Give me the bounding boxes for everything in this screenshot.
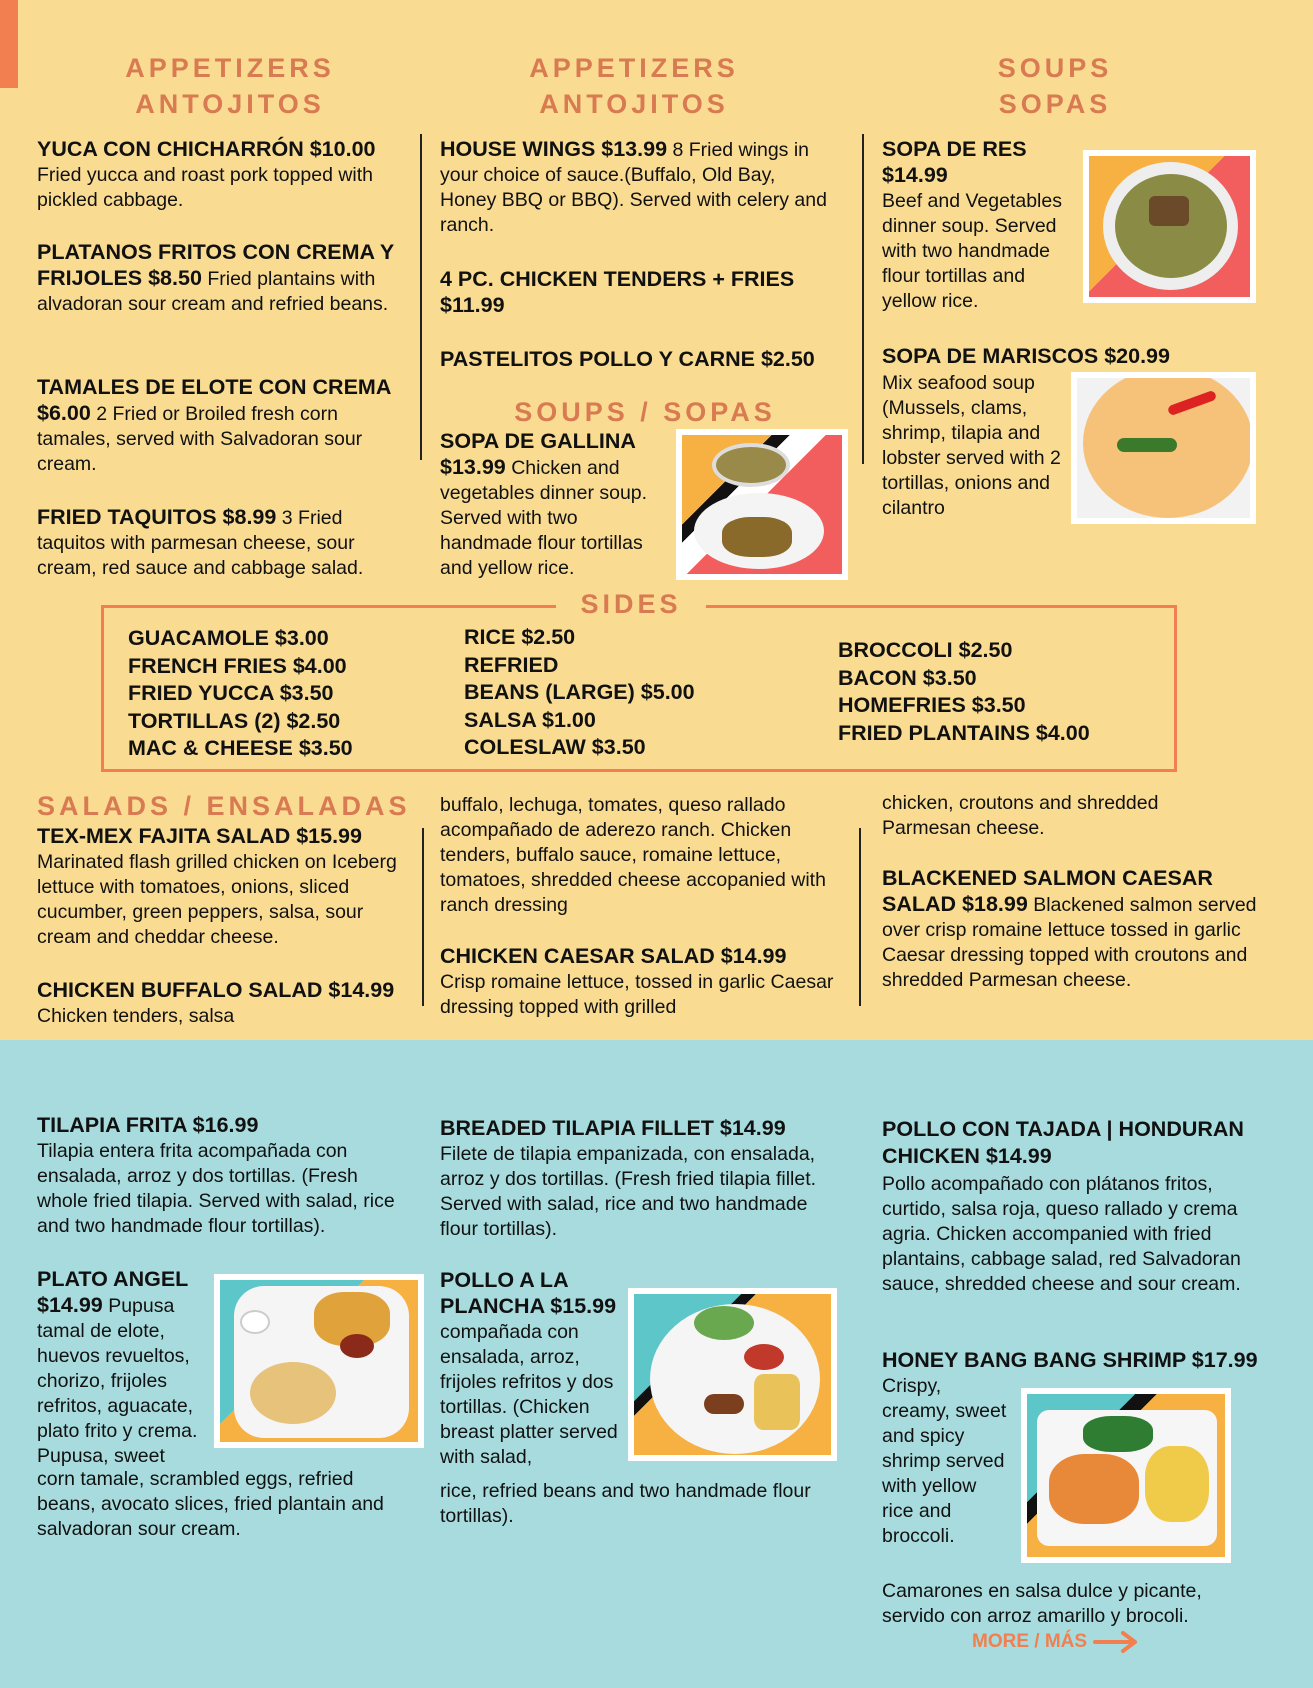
sopa-de-res-photo xyxy=(1083,150,1256,303)
item-title: SOPA DE GALLINA $13.99 xyxy=(440,429,636,479)
menu-item xyxy=(440,944,840,1020)
menu-item xyxy=(440,1116,850,1242)
side-item: COLESLAW $3.50 xyxy=(464,735,646,759)
item-desc: Chicken and vegetables dinner soup. Served with two handmade flour tortillas and yellow rice. xyxy=(440,457,648,579)
heading-line: SOUPS xyxy=(997,53,1113,83)
plato-angel-photo xyxy=(214,1274,424,1448)
item-desc: Crisp romaine lettuce, tossed in garlic Caesar dressing topped with grilled xyxy=(440,971,834,1018)
pollo-a-la-plancha-photo xyxy=(628,1288,837,1461)
item-desc: Pupusa tamal de elote, huevos revueltos, chorizo, frijoles refritos, aguacate, plato frito y crema. Pupusa, sweet xyxy=(37,1295,198,1467)
menu-item xyxy=(440,429,662,581)
item-title: PLATO ANGEL $14.99 xyxy=(37,1267,188,1317)
menu-item xyxy=(882,1348,1258,1549)
item-title: PLATANOS FRITOS CON CREMA Y FRIJOLES $8.50 xyxy=(37,240,394,290)
item-title: SOPA DE RES $14.99 xyxy=(882,137,1027,187)
column-divider xyxy=(422,828,424,1006)
heading-line: APPETIZERS xyxy=(529,53,739,83)
menu-item xyxy=(440,347,850,373)
sides-column xyxy=(838,637,1090,747)
side-item: TORTILLAS (2) $2.50 xyxy=(128,708,341,733)
soups-sopas-heading: SOUPS / SOPAS xyxy=(514,397,776,427)
item-desc-continued: chicken, croutons and shredded Parmesan cheese. xyxy=(882,792,1159,839)
menu-item xyxy=(37,1267,209,1469)
side-item: BEANS (LARGE) $5.00 xyxy=(464,680,695,704)
appetizers-heading-1 xyxy=(60,50,400,122)
menu-item xyxy=(440,137,830,238)
item-desc: Filete de tilapia empanizada, con ensalada, arroz y dos tortillas. (Fresh fried tilapia fillet. Served with salad, rice and two handmade flour tortillas). xyxy=(440,1143,817,1240)
item-title: BREADED TILAPIA FILLET $14.99 xyxy=(440,1116,786,1140)
item-title: HONEY BANG BANG SHRIMP $17.99 xyxy=(882,1348,1258,1372)
item-desc: compañada con ensalada, arroz, frijoles refritos y dos tortillas. (Chicken breast platter served with salad, xyxy=(440,1321,618,1468)
heading-line: SOPAS xyxy=(998,89,1112,119)
heading-line: ANTOJITOS xyxy=(539,89,729,119)
item-title: PASTELITOS POLLO Y CARNE $2.50 xyxy=(440,347,815,371)
item-desc: Tilapia entera frita acompañada con ensalada, arroz y dos tortillas. (Fresh whole fried tilapia. Served with salad, rice and two handmade flour tortillas). xyxy=(37,1140,395,1237)
side-item: HOMEFRIES $3.50 xyxy=(838,693,1026,717)
sides-column xyxy=(464,624,695,762)
menu-item xyxy=(37,824,407,950)
item-title: TAMALES DE ELOTE CON CREMA $6.00 xyxy=(37,375,391,425)
item-title: FRIED TAQUITOS $8.99 xyxy=(37,505,277,529)
item-desc: 2 Fried or Broiled fresh corn tamales, served with Salvadoran sour cream. xyxy=(37,403,363,475)
item-desc: Fried yucca and roast pork topped with pickled cabbage. xyxy=(37,164,374,211)
sides-heading: SIDES xyxy=(556,586,706,622)
item-desc: Crispy, creamy, sweet and spicy shrimp served with yellow rice and broccoli. xyxy=(882,1375,1007,1547)
side-item: FRIED YUCCA $3.50 xyxy=(128,681,334,705)
side-item: RICE $2.50 xyxy=(464,625,576,649)
side-item: MAC & CHEESE $3.50 xyxy=(128,736,353,760)
menu-item xyxy=(37,137,407,213)
salads-heading: SALADS / ENSALADAS xyxy=(37,791,411,821)
side-item: FRENCH FRIES $4.00 xyxy=(128,653,347,678)
item-title: YUCA CON CHICHARRÓN $10.00 xyxy=(37,137,376,161)
item-desc: Fried plantains with alvadoran sour cream and refried beans. xyxy=(37,268,389,315)
sopa-de-mariscos-photo xyxy=(1071,372,1256,524)
menu-item xyxy=(37,1113,407,1239)
menu-item xyxy=(37,375,407,477)
arrow-right-icon xyxy=(1093,1630,1141,1654)
item-title: BLACKENED SALMON CAESAR SALAD $18.99 xyxy=(882,866,1213,916)
more-link-label: MORE / MÁS xyxy=(972,1631,1088,1652)
menu-item xyxy=(882,344,1282,370)
column-divider xyxy=(862,134,864,464)
item-desc-continued: buffalo, lechuga, tomates, queso rallado acompañado de aderezo ranch. Chicken tenders, buffalo sauce, romaine lettuce, tomatoes, shredded cheese accopanied with ranch dressing xyxy=(440,794,826,916)
item-desc-continued: rice, refried beans and two handmade flour tortillas). xyxy=(440,1480,811,1527)
side-item: GUACAMOLE $3.00 xyxy=(128,626,329,650)
menu-item xyxy=(37,505,407,581)
item-desc: 3 Fried taquitos with parmesan cheese, sour cream, red sauce and cabbage salad. xyxy=(37,507,364,579)
appetizers-heading-2 xyxy=(464,50,804,122)
item-title: CHICKEN CAESAR SALAD $14.99 xyxy=(440,944,787,968)
sopa-de-gallina-photo xyxy=(676,429,848,580)
more-link[interactable] xyxy=(972,1630,1141,1654)
corner-tab xyxy=(0,0,18,88)
item-title: SOPA DE MARISCOS $20.99 xyxy=(882,344,1170,368)
menu-item xyxy=(440,1268,630,1470)
item-desc-continued: corn tamale, scrambled eggs, refried beans, avocato slices, fried plantain and salvadoran sour cream. xyxy=(37,1468,384,1540)
menu-item xyxy=(882,1116,1262,1297)
item-title: HOUSE WINGS $13.99 xyxy=(440,137,668,161)
item-title: 4 PC. CHICKEN TENDERS + FRIES $11.99 xyxy=(440,267,795,317)
item-desc: Beef and Vegetables dinner soup. Served with two handmade flour tortillas and yellow rice. xyxy=(882,190,1062,312)
menu-item xyxy=(37,240,407,317)
side-item: FRIED PLANTAINS $4.00 xyxy=(838,720,1090,745)
menu-item xyxy=(882,866,1262,993)
side-item: REFRIED xyxy=(464,652,559,677)
item-desc: Blackened salmon served over crisp romaine lettuce tossed in garlic Caesar dressing topped with croutons and shredded Parmesan cheese. xyxy=(882,894,1257,991)
item-desc: Mix seafood soup (Mussels, clams, shrimp, tilapia and lobster served with 2 tortillas, onions and cilantro xyxy=(882,372,1061,519)
honey-shrimp-photo xyxy=(1021,1388,1231,1563)
item-desc: Marinated flash grilled chicken on Iceberg lettuce with tomatoes, onions, sliced cucumber, green peppers, salsa, sour cream and cheddar cheese. xyxy=(37,851,397,948)
column-divider xyxy=(859,828,861,1006)
item-desc-continued: Camarones en salsa dulce y picante, servido con arroz amarillo y brocoli. xyxy=(882,1580,1202,1627)
side-item: BROCCOLI $2.50 xyxy=(838,638,1013,662)
item-title: CHICKEN BUFFALO SALAD $14.99 xyxy=(37,978,395,1002)
heading-line: ANTOJITOS xyxy=(135,89,325,119)
item-title: POLLO CON TAJADA | HONDURAN CHICKEN $14.99 xyxy=(882,1117,1244,1168)
item-title: TEX-MEX FAJITA SALAD $15.99 xyxy=(37,824,362,848)
item-desc: Chicken tenders, salsa xyxy=(37,1005,235,1027)
heading-line: APPETIZERS xyxy=(125,53,335,83)
item-desc: Pollo acompañado con plátanos fritos, curtido, salsa roja, queso rallado y crema agria. Chicken accompanied with fried plantains, cabbage salad, red Salvadoran sauce, shredded cheese and sour cream. xyxy=(882,1173,1241,1295)
menu-item xyxy=(882,137,1082,314)
soups-heading xyxy=(935,50,1175,122)
menu-item xyxy=(440,267,830,319)
menu-item xyxy=(37,978,407,1029)
side-item: BACON $3.50 xyxy=(838,665,977,690)
item-title: TILAPIA FRITA $16.99 xyxy=(37,1113,259,1137)
sides-column xyxy=(128,625,353,763)
column-divider xyxy=(420,134,422,460)
side-item: SALSA $1.00 xyxy=(464,707,596,732)
item-desc: 8 Fried wings in your choice of sauce.(Buffalo, Old Bay, Honey BBQ or BBQ). Served with celery and ranch. xyxy=(440,139,827,236)
item-title: POLLO A LA PLANCHA $15.99 xyxy=(440,1268,617,1318)
